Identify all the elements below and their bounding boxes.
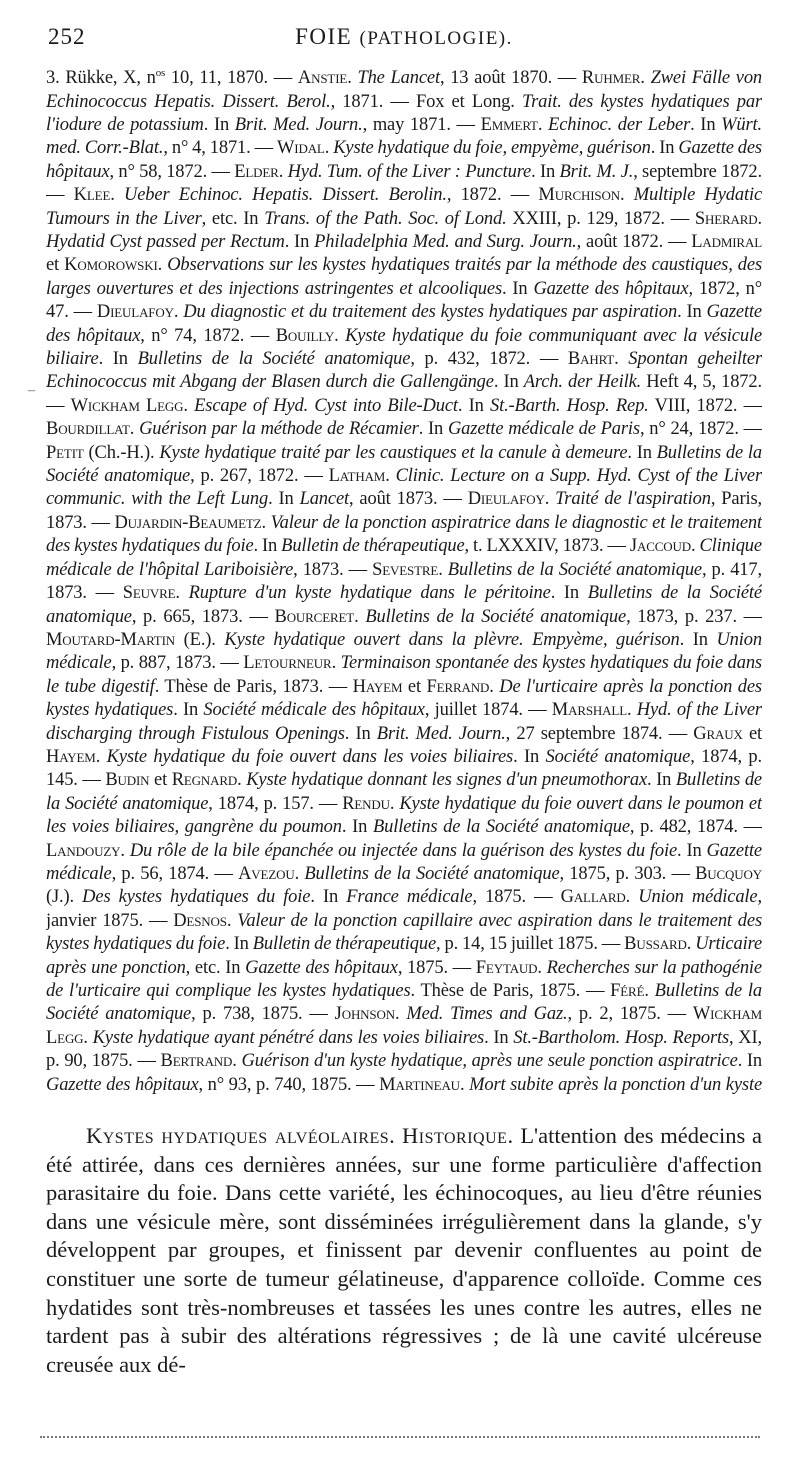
bib-title: Multiple Hydatic Tumours in the Liver bbox=[46, 185, 762, 229]
bib-title: Bulletins de la Société anatomique bbox=[46, 442, 762, 487]
bib-text: , 13 août 1870. — bbox=[439, 68, 582, 89]
bib-title: Bulletins de la Société anatomique bbox=[372, 817, 630, 838]
bib-text: et bbox=[46, 255, 65, 276]
bib-text: . bbox=[354, 606, 366, 627]
bib-title: Du diagnostic et du traitement des kystes hydatiques par aspiration bbox=[183, 302, 678, 323]
bib-title: Kyste hydatique donnant les signes d'un pneumothorax bbox=[246, 770, 648, 791]
bib-author: Latham bbox=[328, 466, 386, 487]
bib-title: Guérison par la méthode de Récamier bbox=[139, 419, 419, 440]
bib-text: , t. LXXXIV, 1873. — bbox=[464, 536, 630, 557]
bib-text: . bbox=[331, 653, 341, 674]
running-title bbox=[48, 24, 760, 50]
bib-title: Bulletins de la Société anatomique bbox=[137, 349, 411, 370]
bib-title: Echinoc. der Leber bbox=[548, 114, 691, 135]
bib-title: Escape of Hyd. Cyst into Bile-Duct bbox=[194, 395, 458, 416]
bib-title: Kyste hydatique traité par les caustiques et la canule à demeure bbox=[159, 442, 628, 463]
bib-title: Société anatomique bbox=[545, 746, 691, 767]
bib-author: Hayem bbox=[352, 676, 403, 697]
section-paragraph bbox=[46, 1122, 762, 1412]
bib-text: . bbox=[537, 114, 549, 135]
bib-author: Ferrand bbox=[426, 676, 490, 697]
bib-text: , août 1873. — bbox=[349, 489, 468, 510]
bib-author: Bouilly bbox=[275, 325, 335, 346]
bib-text: . In bbox=[690, 114, 722, 135]
bib-text: . bbox=[110, 185, 125, 206]
bib-title: France médicale bbox=[346, 887, 473, 908]
bib-text: . In bbox=[457, 395, 490, 416]
bib-text: . bbox=[120, 840, 130, 861]
bib-title: Kyste hydatique du foie ouvert dans les voies biliaires bbox=[106, 746, 514, 767]
bib-text: . bbox=[619, 185, 634, 206]
bib-author: Emmert bbox=[480, 114, 538, 135]
bib-author: Hayem bbox=[46, 746, 96, 767]
bib-text: , juillet 1874. — bbox=[424, 700, 552, 721]
bib-author: Wickham Legg bbox=[46, 1004, 762, 1048]
bib-author: Desnos bbox=[173, 910, 227, 931]
bib-author: Ladmiral bbox=[691, 232, 762, 252]
bib-title: Würt. med. Corr.-Blat. bbox=[46, 114, 762, 159]
bib-text: , n° 24, 1872. — bbox=[639, 419, 762, 440]
bib-text: , p. 665, 1873. — bbox=[131, 606, 275, 627]
bib-title: Gazette des hôpitaux bbox=[46, 302, 762, 346]
bib-author: Johnson bbox=[334, 1004, 395, 1025]
bib-author: Moutard-Martin bbox=[46, 629, 176, 650]
bib-text: . In bbox=[484, 1027, 514, 1048]
bib-text: , p. 738, 1875. — bbox=[191, 1004, 335, 1025]
bib-title: St.-Bartholom. Hosp. Reports bbox=[513, 1027, 730, 1048]
bib-author: Bucquoy bbox=[695, 863, 762, 884]
bib-text: . bbox=[226, 910, 238, 931]
bib-author: Feytaud bbox=[475, 957, 538, 978]
bib-text: . In bbox=[344, 723, 377, 744]
bib-text: , Paris, 1873. — bbox=[46, 489, 762, 533]
bib-text: , etc. In bbox=[185, 957, 246, 978]
bib-author: Martineau bbox=[379, 1074, 460, 1094]
bib-text: , août 1872. — bbox=[576, 232, 692, 252]
bib-title: Brit. M. J. bbox=[559, 161, 634, 182]
bib-title: Kyste hydatique du foie, empyème, guérison bbox=[333, 138, 651, 159]
bib-text: . bbox=[625, 887, 639, 908]
bib-author: Elder bbox=[234, 161, 279, 182]
bib-text: , p. 56, 1874. — bbox=[111, 863, 239, 884]
bib-author: Klee bbox=[73, 185, 111, 206]
bib-text: , etc. In bbox=[201, 208, 265, 229]
bib-text: . bbox=[614, 349, 629, 370]
bib-text: . In bbox=[737, 1051, 762, 1072]
bib-text: . bbox=[690, 536, 700, 557]
bib-text: , janvier 1875. — bbox=[46, 887, 762, 931]
bib-text: . In bbox=[531, 161, 560, 182]
bib-author: Widal bbox=[276, 138, 325, 159]
bib-text: . bbox=[537, 957, 547, 978]
bib-text: . bbox=[640, 68, 651, 89]
bib-text: , 1872. — bbox=[446, 185, 539, 206]
bib-text: . bbox=[489, 676, 500, 697]
bib-author: Graux bbox=[693, 723, 743, 744]
bib-text: , p. 482, 1874. — bbox=[629, 817, 762, 838]
bib-text: . In bbox=[627, 442, 657, 463]
bib-title: Guérison d'un kyste hydatique, après une seule ponction aspiratrice bbox=[241, 1051, 738, 1072]
section-heading: Kystes hydatiques alvéolaires. bbox=[86, 1123, 396, 1148]
bib-text: 10, 11, 1870. — bbox=[165, 68, 298, 89]
bib-text: . In bbox=[284, 232, 315, 252]
bib-text: . bbox=[757, 208, 762, 229]
bib-text: . In bbox=[513, 746, 546, 767]
bib-title: Gazette des hôpitaux bbox=[46, 1074, 199, 1094]
bib-author: Petit bbox=[46, 442, 84, 463]
bib-text: , 1875. — bbox=[472, 887, 561, 908]
bib-author: Budin bbox=[105, 770, 150, 791]
bib-text: . bbox=[278, 161, 288, 182]
bib-title: St.-Barth. Hosp. Rep. bbox=[489, 395, 649, 416]
bib-title: Traité de l'aspiration bbox=[555, 489, 711, 510]
bib-title: Urticaire après une ponction bbox=[46, 934, 762, 978]
bib-text: , p. 2, 1875. — bbox=[567, 1004, 693, 1025]
bib-text: . In bbox=[502, 278, 534, 299]
bib-text: Heft 4, 5, 1872. — bbox=[46, 372, 762, 416]
bib-title: Mort subite après la ponction d'un kyste bbox=[469, 1074, 762, 1094]
bib-text: (E.). bbox=[175, 629, 225, 650]
bib-title: Bulletins de la Société anatomique bbox=[304, 863, 560, 884]
bib-text: (Ch.-H.). bbox=[83, 442, 160, 463]
bib-title: Du rôle de la bile épanchée ou injectée dans la guérison des kystes du foie bbox=[129, 840, 678, 861]
bib-text: os bbox=[155, 67, 166, 79]
page-number: 252 bbox=[48, 24, 86, 49]
bib-text: , 1875. — bbox=[397, 957, 476, 978]
bib-title: Hyd. Tum. of the Liver : Puncture bbox=[287, 161, 532, 182]
bib-text: . bbox=[438, 559, 448, 580]
bib-author: Sherard bbox=[694, 208, 758, 229]
bib-text: . In bbox=[650, 138, 679, 159]
bib-text: et bbox=[402, 676, 427, 697]
bib-author: Seuvre bbox=[122, 583, 176, 604]
bib-title: Gazette des hôpitaux bbox=[245, 957, 398, 978]
bib-text: , 1871. — Fox et Long. bbox=[330, 91, 522, 112]
bib-text: . In bbox=[679, 629, 717, 650]
bib-text: , 1874, p. 145. — bbox=[46, 746, 762, 791]
bib-text: , p. 267, 1872. — bbox=[190, 466, 329, 487]
bib-author: Féré bbox=[610, 981, 645, 1001]
bib-title: Philadelphia Med. and Surg. Journ. bbox=[314, 232, 577, 252]
bib-title: Bulletin de thérapeutique bbox=[281, 536, 465, 557]
bib-title: Union médicale bbox=[46, 629, 762, 674]
bib-text: . bbox=[183, 395, 195, 416]
bib-title: Union médicale bbox=[638, 887, 758, 908]
bib-text: , p. 417, 1873. — bbox=[46, 559, 762, 604]
bib-title: Zwei Fälle von Echinococcus Hepatis. Dissert. Berol. bbox=[46, 68, 762, 112]
bib-text: . bbox=[232, 1051, 242, 1072]
bib-author: Bourceret bbox=[274, 606, 355, 627]
bib-title: Rupture d'un kyste hydatique dans le péritoine bbox=[188, 583, 551, 604]
bib-text: , n° 4, 1871. — bbox=[163, 138, 277, 159]
bib-text: . Thèse de Paris, 1873. — bbox=[154, 676, 353, 697]
bib-text: . In bbox=[550, 583, 588, 604]
bib-text: . bbox=[237, 770, 247, 791]
bib-title: Spontan geheilter Echinococcus mit Abgang der Blasen durch die Gallengänge bbox=[46, 349, 762, 393]
bib-text: , may 1871. — bbox=[362, 114, 481, 135]
bib-author: Wickham Legg bbox=[70, 395, 184, 416]
bib-text: , 1875, p. 303. — bbox=[559, 863, 696, 884]
running-head bbox=[48, 24, 760, 58]
bib-title: Kyste hydatique ayant pénétré dans les voies biliaires bbox=[92, 1027, 485, 1048]
bib-text: . bbox=[83, 1027, 93, 1048]
bib-title: Arch. der Heilk. bbox=[523, 372, 642, 393]
bib-title: Bulletins de la Société anatomique bbox=[447, 559, 702, 580]
bib-title: Gazette médicale bbox=[46, 840, 762, 884]
bib-author: Bahrt bbox=[567, 349, 615, 370]
bib-author: Landouzy bbox=[46, 840, 121, 861]
bib-text: . bbox=[627, 700, 637, 721]
bib-text: . bbox=[175, 583, 189, 604]
bib-text: . In bbox=[173, 700, 204, 721]
bib-author: Jaccoud bbox=[629, 536, 691, 557]
bib-title: Bulletins de la Société anatomique bbox=[46, 981, 762, 1025]
bib-title: Kyste hydatique du foie ouvert dans le poumon et les voies biliaires, gangrène du poumon bbox=[46, 793, 762, 838]
bib-text: . In bbox=[203, 114, 235, 135]
bib-title: Bulletins de la Société anatomique bbox=[46, 583, 762, 627]
bib-title: Lancet bbox=[299, 489, 350, 510]
bib-text: XXIII, p. 129, 1872. — bbox=[506, 208, 695, 229]
bib-title: Hyd. of the Liver discharging through Fistulous Openings bbox=[46, 700, 762, 744]
bib-title: Gazette médicale de Paris bbox=[447, 419, 640, 440]
bib-title: Hydatid Cyst passed per Rectum bbox=[46, 232, 285, 252]
bib-text: . In bbox=[677, 302, 707, 323]
bib-text: , n° 74, 1872. — bbox=[140, 325, 276, 346]
bib-title: Clinique médicale de l'hôpital Lariboisière bbox=[46, 536, 762, 580]
bib-author: Dujardin-Beaumetz bbox=[114, 512, 262, 533]
bib-text: . bbox=[389, 793, 400, 814]
bib-text: et bbox=[742, 723, 762, 744]
bib-text: , p. 432, 1872. — bbox=[410, 349, 568, 370]
bib-text: . In bbox=[225, 934, 253, 955]
bib-text: . In bbox=[647, 770, 676, 791]
bib-author: Ruhmer bbox=[581, 68, 641, 89]
bib-text: . In bbox=[253, 536, 282, 557]
bib-text: . bbox=[459, 1074, 470, 1094]
running-title-sub: (PATHOLOGIE). bbox=[359, 28, 513, 49]
bib-author: Avezou bbox=[238, 863, 295, 884]
bib-title: Bulletin de thérapeutique bbox=[252, 934, 437, 955]
bib-title: Gazette des hôpitaux bbox=[46, 138, 762, 182]
bib-text: , n° 93, p. 740, 1875. — bbox=[198, 1074, 380, 1094]
bib-text: . bbox=[157, 255, 168, 276]
bib-text: , XI, p. 90, 1875. — bbox=[46, 1027, 762, 1072]
bib-text: . bbox=[95, 746, 107, 767]
bib-title: Kyste hydatique ouvert dans la plèvre. Empyème, guérison bbox=[224, 629, 680, 650]
bib-title: Observations sur les kystes hydatiques traités par la méthode des caustiques, des larges ouvertures et des injections astringentes et alcooliques bbox=[46, 255, 762, 299]
margin-mark: – bbox=[28, 383, 35, 398]
bib-title: Des kystes hydatiques du foie bbox=[82, 887, 311, 908]
bib-text: . bbox=[385, 466, 396, 487]
bib-text: . In bbox=[341, 817, 373, 838]
bib-title: Clinic. Lecture on a Supp. Hyd. Cyst of the Liver communic. with the Left Lung bbox=[46, 466, 762, 510]
bib-text: , 1873, p. 237. — bbox=[626, 606, 762, 627]
section-text: L'attention des médecins a été attirée, dans ces dernières années, sur une forme particulière d'affection parasitaire du foie. Dans cette variété, les échinocoques, au lieu d'être réunies dans une vésicule mère, sont disséminées irrégulièrement dans la glande, s'y développent par groupes, et finissent par devenir confluentes au point de constituer une sorte de tumeur gélatineuse, d'apparence colloïde. Comme ces hydatides sont très-nombreuses et tassées les unes contre les autres, elles ne tardent pas à subir des altérations régressives ; de là une cavité ulcéreuse creusée aux dé- bbox=[46, 1123, 762, 1377]
bib-text: . In bbox=[310, 887, 347, 908]
bib-text: . bbox=[129, 419, 140, 440]
bib-author: Komorowski bbox=[64, 255, 158, 276]
bib-author: Bourdillat bbox=[46, 419, 130, 440]
bib-text: . bbox=[394, 1004, 407, 1025]
bib-author: Letourneur bbox=[243, 653, 332, 674]
bib-author: Dieulafoy bbox=[96, 302, 174, 323]
bib-title: Kyste hydatique du foie communiquant avec la vésicule biliaire bbox=[46, 325, 762, 370]
bib-text: , 1872, n° 47. — bbox=[46, 278, 762, 323]
bib-text: . Thèse de Paris, 1875. — bbox=[410, 981, 611, 1001]
bib-title: Trait. des kystes hydatiques par l'iodure de potassium bbox=[46, 91, 762, 135]
bib-title: Brit. Med. Journ. bbox=[376, 723, 506, 744]
bib-title: Gazette des hôpitaux bbox=[533, 278, 689, 299]
bib-text: . bbox=[347, 68, 358, 89]
bib-text: . bbox=[544, 489, 556, 510]
bib-title: Terminaison spontanée des kystes hydatiques du foie dans le tube digestif bbox=[46, 653, 762, 697]
bib-text: . In bbox=[493, 372, 524, 393]
bib-author: Bertrand bbox=[160, 1051, 233, 1072]
running-title-main: FOIE bbox=[295, 24, 353, 49]
bib-text: . bbox=[324, 138, 334, 159]
bib-text: , septembre 1872. — bbox=[46, 161, 762, 206]
bib-author: Sevestre bbox=[372, 559, 439, 580]
bib-author: Gallard bbox=[560, 887, 626, 908]
bib-author: Dieulafoy bbox=[467, 489, 545, 510]
bib-title: Brit. Med. Journ. bbox=[234, 114, 363, 135]
bib-text: . In bbox=[677, 840, 707, 861]
bib-text: . In bbox=[98, 349, 138, 370]
bib-text: , 27 septembre 1874. — bbox=[505, 723, 694, 744]
bib-title: The Lancet bbox=[357, 68, 440, 89]
bib-author: Murchison bbox=[538, 185, 620, 206]
bib-text: , 1873. — bbox=[293, 559, 373, 580]
footer-dotted-rule bbox=[40, 1436, 760, 1438]
bib-text: , p. 887, 1873. — bbox=[111, 653, 244, 674]
bib-text: . bbox=[334, 325, 346, 346]
bib-text: . In bbox=[268, 489, 300, 510]
bibliography-block bbox=[46, 62, 762, 1094]
bib-author: Bussard bbox=[624, 934, 687, 955]
bib-title: Société médicale des hôpitaux bbox=[203, 700, 425, 721]
bib-text: 3. Rükke, X, n bbox=[46, 68, 156, 89]
section-subheading: Historique. bbox=[402, 1123, 514, 1148]
bib-author: Anstie bbox=[297, 68, 348, 89]
bib-text: (J.). bbox=[46, 887, 83, 908]
bib-text: , n° 58, 1872. — bbox=[109, 161, 235, 182]
bib-text: . bbox=[173, 302, 184, 323]
bib-author: Marshall bbox=[551, 700, 627, 721]
bib-text: et bbox=[149, 770, 172, 791]
bib-title: Valeur de la ponction capillaire avec aspiration dans le traitement des kystes hydatiques du foie bbox=[46, 910, 762, 955]
bib-text: . bbox=[686, 934, 696, 955]
bib-title: Recherches sur la pathogénie de l'urticaire qui complique les kystes hydatiques bbox=[46, 957, 762, 1001]
bib-title: Med. Times and Gaz. bbox=[406, 1004, 568, 1025]
bib-text: VIII, 1872. — bbox=[648, 395, 762, 416]
bib-author: Regnard bbox=[171, 770, 238, 791]
bib-title: Ueber Echinoc. Hepatis. Dissert. Berolin. bbox=[124, 185, 447, 206]
bib-title: Trans. of the Path. Soc. of Lond. bbox=[264, 208, 507, 229]
bib-text: , p. 14, 15 juillet 1875. — bbox=[436, 934, 625, 955]
bib-text: . bbox=[261, 512, 271, 533]
bib-author: Rendu bbox=[342, 793, 390, 814]
bib-text: , 1874, p. 157. — bbox=[208, 793, 343, 814]
bib-text: . bbox=[644, 981, 655, 1001]
bib-title: Bulletins de la Société anatomique bbox=[46, 770, 762, 814]
bib-title: Valeur de la ponction aspiratrice dans le diagnostic et le traitement des kystes hydatiques du foie bbox=[46, 512, 762, 557]
bib-text: . bbox=[294, 863, 305, 884]
bib-title: Bulletins de la Société anatomique bbox=[365, 606, 627, 627]
bib-title: De l'urticaire après la ponction des kystes hydatiques bbox=[46, 676, 762, 721]
bib-text: . In bbox=[418, 419, 448, 440]
